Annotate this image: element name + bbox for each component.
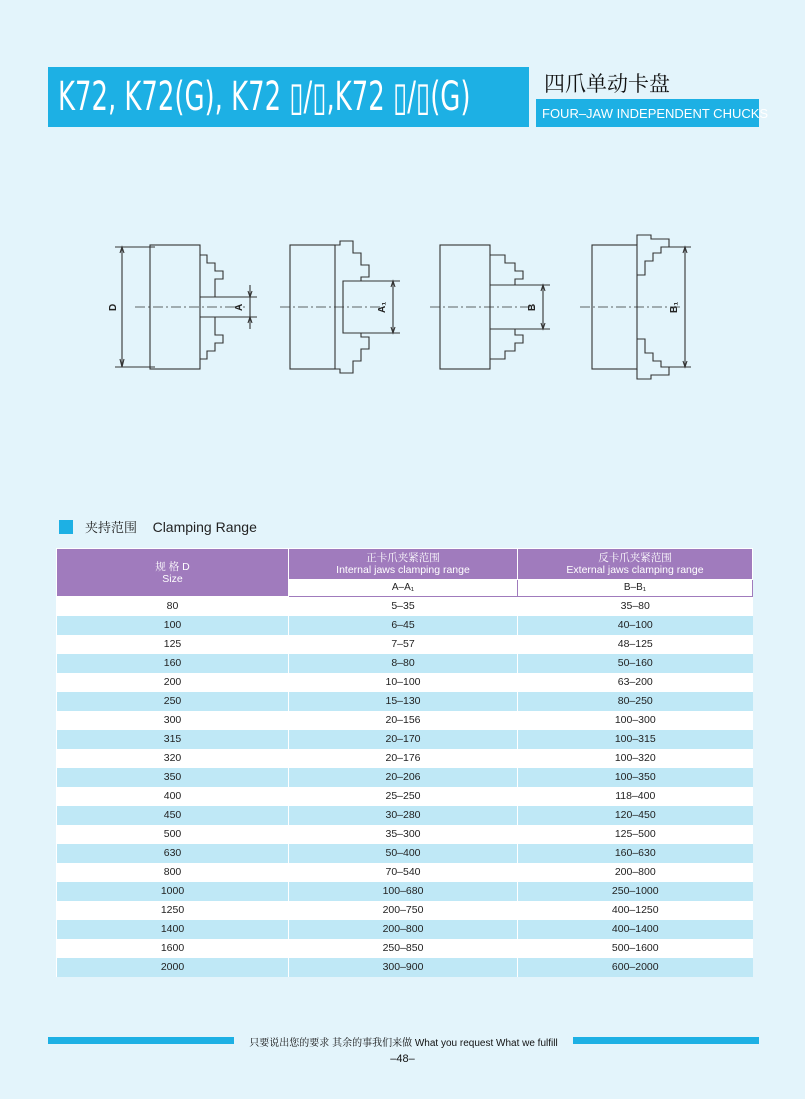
internal-range-cell: 20–156 <box>289 711 518 730</box>
footer-line-left <box>48 1037 234 1044</box>
external-range-cell: 120–450 <box>518 806 753 825</box>
internal-range-cell: 100–680 <box>289 882 518 901</box>
internal-range-cell: 5–35 <box>289 597 518 616</box>
internal-range-cell: 15–130 <box>289 692 518 711</box>
size-cell: 1250 <box>57 901 289 920</box>
external-range-cell: 48–125 <box>518 635 753 654</box>
external-range-cell: 160–630 <box>518 844 753 863</box>
footer-line-right <box>573 1037 759 1044</box>
label-b1: B₁ <box>669 301 680 313</box>
external-range-cell: 100–350 <box>518 768 753 787</box>
label-b: B <box>527 303 538 311</box>
external-range-cell: 125–500 <box>518 825 753 844</box>
size-cell: 100 <box>57 616 289 635</box>
size-cell: 80 <box>57 597 289 616</box>
section-title-cn: 夹持范围 <box>85 521 138 536</box>
internal-range-cell: 7–57 <box>289 635 518 654</box>
size-cell: 300 <box>57 711 289 730</box>
section-heading <box>59 517 257 536</box>
header-external-cn: 反卡爪夹紧范围 <box>598 552 672 564</box>
label-a1: A₁ <box>377 301 388 313</box>
table-row <box>57 920 753 939</box>
header-external <box>518 549 753 580</box>
external-range-cell: 400–1250 <box>518 901 753 920</box>
clamping-range-table <box>56 548 753 977</box>
title-en: FOUR–JAW INDEPENDENT CHUCKS <box>536 101 759 127</box>
table-body <box>57 597 753 977</box>
external-range-cell: 600–2000 <box>518 958 753 977</box>
internal-range-cell: 25–250 <box>289 787 518 806</box>
header-size-cn: 规 格 D <box>155 560 190 573</box>
title-cn: 四爪单动卡盘 <box>536 67 759 101</box>
header-size-en: Size <box>162 572 183 585</box>
internal-range-cell: 20–206 <box>289 768 518 787</box>
size-cell: 800 <box>57 863 289 882</box>
table-row <box>57 730 753 749</box>
table-row <box>57 806 753 825</box>
table-row <box>57 863 753 882</box>
table-row <box>57 958 753 977</box>
table-row <box>57 692 753 711</box>
size-cell: 630 <box>57 844 289 863</box>
model-title-bar <box>48 67 529 127</box>
label-a: A <box>234 303 245 311</box>
size-cell: 315 <box>57 730 289 749</box>
table-row <box>57 768 753 787</box>
size-cell: 350 <box>57 768 289 787</box>
internal-range-cell: 35–300 <box>289 825 518 844</box>
table-row <box>57 673 753 692</box>
table-row <box>57 616 753 635</box>
size-cell: 400 <box>57 787 289 806</box>
size-cell: 200 <box>57 673 289 692</box>
model-title: K72, K72(G), K72 ▯/▯,K72 ▯/▯(G) <box>58 74 471 120</box>
label-d: D <box>108 303 119 311</box>
table-row <box>57 749 753 768</box>
table-row <box>57 635 753 654</box>
table-row <box>57 711 753 730</box>
external-range-cell: 100–320 <box>518 749 753 768</box>
header-external-en: External jaws clamping range <box>566 564 704 576</box>
external-range-cell: 500–1600 <box>518 939 753 958</box>
size-cell: 2000 <box>57 958 289 977</box>
external-range-cell: 250–1000 <box>518 882 753 901</box>
table-row <box>57 787 753 806</box>
size-cell: 320 <box>57 749 289 768</box>
external-range-cell: 50–160 <box>518 654 753 673</box>
internal-range-cell: 200–750 <box>289 901 518 920</box>
external-range-cell: 80–250 <box>518 692 753 711</box>
page-number: –48– <box>390 1053 415 1065</box>
internal-range-cell: 20–170 <box>289 730 518 749</box>
table-row <box>57 654 753 673</box>
internal-range-cell: 8–80 <box>289 654 518 673</box>
external-range-cell: 400–1400 <box>518 920 753 939</box>
external-range-cell: 100–315 <box>518 730 753 749</box>
table-row <box>57 825 753 844</box>
external-range-cell: 200–800 <box>518 863 753 882</box>
size-cell: 500 <box>57 825 289 844</box>
internal-range-cell: 30–280 <box>289 806 518 825</box>
external-range-cell: 35–80 <box>518 597 753 616</box>
table-row <box>57 939 753 958</box>
header-external-sub: B–B₁ <box>518 580 753 597</box>
table-row <box>57 597 753 616</box>
size-cell: 1000 <box>57 882 289 901</box>
header-internal-cn: 正卡爪夹紧范围 <box>366 552 440 564</box>
internal-range-cell: 300–900 <box>289 958 518 977</box>
table-row <box>57 882 753 901</box>
external-range-cell: 63–200 <box>518 673 753 692</box>
size-cell: 160 <box>57 654 289 673</box>
internal-range-cell: 200–800 <box>289 920 518 939</box>
footer-slogan: 只要说出您的要求 其余的事我们来做 What you request What we fulfill <box>249 1038 558 1049</box>
header-size <box>57 549 289 597</box>
size-cell: 250 <box>57 692 289 711</box>
table-row <box>57 901 753 920</box>
internal-range-cell: 70–540 <box>289 863 518 882</box>
header-internal-sub: A–A₁ <box>289 580 518 597</box>
external-range-cell: 40–100 <box>518 616 753 635</box>
header-internal <box>289 549 518 580</box>
size-cell: 125 <box>57 635 289 654</box>
section-marker-icon <box>59 520 73 534</box>
section-title-en: Clamping Range <box>152 519 257 535</box>
header-internal-en: Internal jaws clamping range <box>336 564 470 576</box>
internal-range-cell: 250–850 <box>289 939 518 958</box>
external-range-cell: 118–400 <box>518 787 753 806</box>
size-cell: 1400 <box>57 920 289 939</box>
external-range-cell: 100–300 <box>518 711 753 730</box>
internal-range-cell: 50–400 <box>289 844 518 863</box>
table-row <box>57 844 753 863</box>
chuck-dimension-drawing <box>95 225 710 385</box>
size-cell: 450 <box>57 806 289 825</box>
internal-range-cell: 20–176 <box>289 749 518 768</box>
size-cell: 1600 <box>57 939 289 958</box>
internal-range-cell: 10–100 <box>289 673 518 692</box>
title-panel <box>536 67 769 127</box>
internal-range-cell: 6–45 <box>289 616 518 635</box>
